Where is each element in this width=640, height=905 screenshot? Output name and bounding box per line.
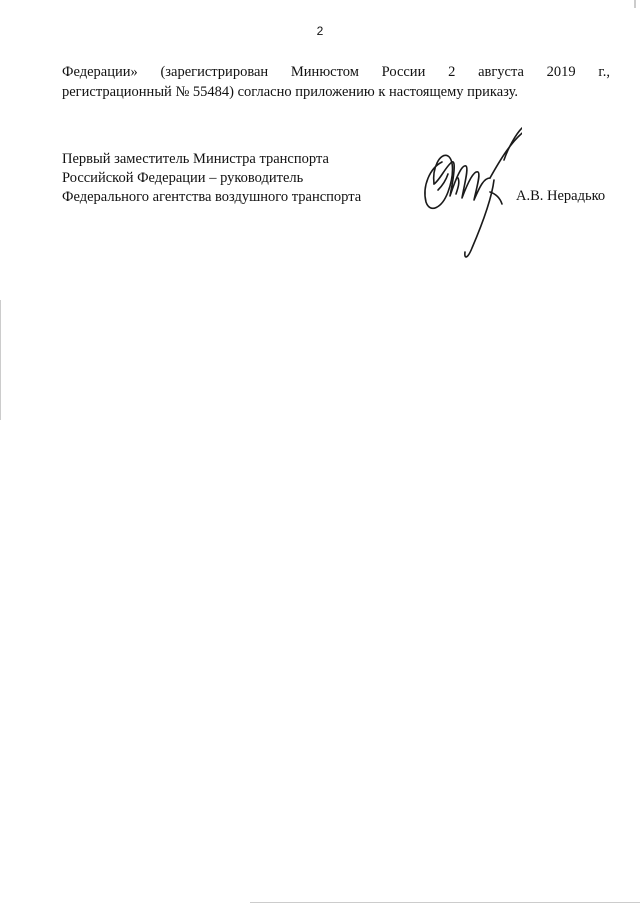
- signatory-title-line: Федерального агентства воздушного транспорта: [62, 189, 362, 205]
- paragraph-word: (зарегистрирован: [160, 64, 269, 80]
- paragraph-word: России: [381, 64, 426, 80]
- paragraph-word: августа: [478, 64, 524, 80]
- body-paragraph: [62, 62, 610, 102]
- page-number: 2: [316, 24, 324, 38]
- paragraph-word: 2019: [546, 64, 576, 80]
- scan-edge-mark: [634, 0, 636, 8]
- signer-name: А.В. Нерадько: [516, 188, 606, 204]
- paragraph-word: Федерации»: [62, 64, 138, 80]
- paragraph-word: 2: [448, 64, 456, 80]
- paragraph-word: г.,: [598, 64, 610, 80]
- scan-edge-mark: [250, 902, 640, 903]
- signatory-title: [62, 150, 361, 207]
- handwritten-signature: [412, 120, 522, 265]
- signatory-title-line: Первый заместитель Министра транспорта: [62, 151, 329, 167]
- scan-edge-mark: [0, 300, 1, 420]
- signatory-title-line: Российской Федерации – руководитель: [62, 170, 304, 186]
- paragraph-word: Минюстом: [290, 64, 359, 80]
- paragraph-line-2: регистрационный № 55484) согласно приложению к настоящему приказу.: [62, 84, 518, 100]
- paragraph-line-1: [62, 62, 610, 82]
